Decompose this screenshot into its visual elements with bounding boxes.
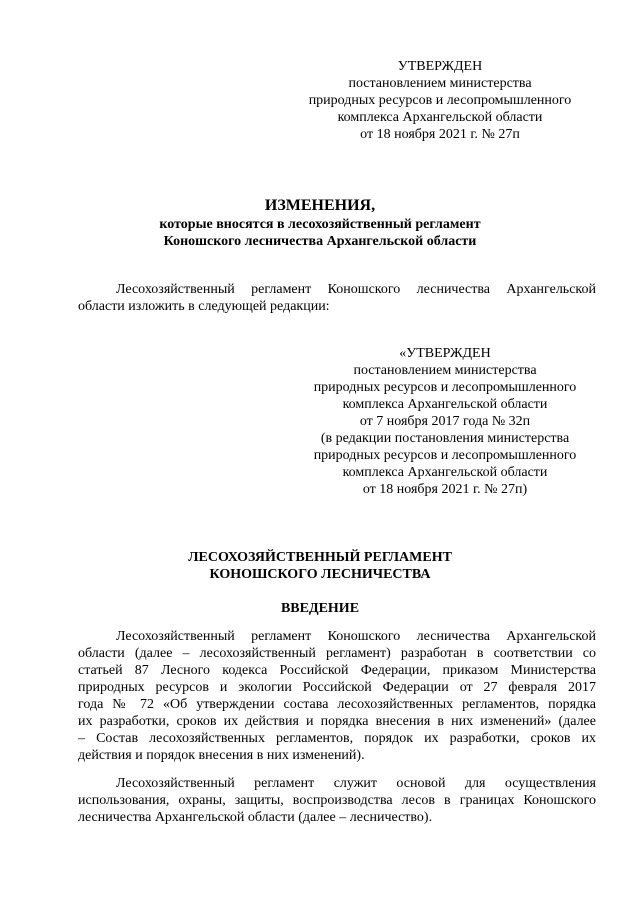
- paragraph-line: области (далее – лесохозяйственный регламент) разработан в соответствии со: [78, 646, 596, 661]
- paragraph-line: Лесохозяйственный регламент Коношского лесничества Архангельской: [116, 282, 596, 297]
- paragraph-line: использования, охраны, защиты, воспроизводства лесов в границах Коношского: [78, 793, 596, 808]
- approval-line: постановлением министерства: [348, 76, 532, 91]
- paragraph-line: лесничества Архангельской области (далее – лесничество).: [78, 810, 433, 825]
- body-paragraph: [78, 628, 596, 764]
- paragraph-line: действия и порядок внесения в них изменений).: [78, 748, 365, 763]
- body-paragraph: [78, 775, 596, 826]
- document-subtitle: которые вносятся в лесохозяйственный регламент: [159, 217, 481, 232]
- approval-stamp: [290, 58, 590, 143]
- quoted-approval-stamp: [290, 345, 600, 498]
- approval-heading: УТВЕРЖДЕН: [397, 59, 483, 74]
- paragraph-line: года № 72 «Об утверждении состава лесохозяйственных регламентов, порядка: [78, 697, 596, 712]
- intro-paragraph: [78, 281, 596, 315]
- paragraph-line: – Состав лесохозяйственных регламентов, порядок их разработки, сроков их: [78, 731, 596, 746]
- document-title: ИЗМЕНЕНИЯ,: [264, 197, 376, 214]
- paragraph-line: природных ресурсов и экологии Российской Федерации от 27 февраля 2017: [78, 680, 596, 695]
- document-subtitle: Коношского лесничества Архангельской области: [163, 234, 477, 249]
- approval-date: от 7 ноября 2017 года № 32п: [359, 414, 531, 429]
- section-heading: ВВЕДЕНИЕ: [280, 601, 360, 616]
- regulation-title: ЛЕСОХОЗЯЙСТВЕННЫЙ РЕГЛАМЕНТ: [188, 550, 452, 565]
- paragraph-line: Лесохозяйственный регламент Коношского лесничества Архангельской: [116, 629, 596, 644]
- quoted-approval-heading: «УТВЕРЖДЕН: [399, 346, 491, 361]
- approval-line: (в редакции постановления министерства: [320, 431, 570, 446]
- paragraph-line: области изложить в следующей редакции:: [78, 299, 330, 314]
- approval-line: комплекса Архангельской области: [342, 465, 548, 480]
- paragraph-line: статьей 87 Лесного кодекса Российской Федерации, приказом Министерства: [78, 663, 596, 678]
- approval-line: природных ресурсов и лесопромышленного: [313, 380, 577, 395]
- paragraph-line: Лесохозяйственный регламент служит основой для осуществления: [116, 776, 596, 791]
- approval-line: комплекса Архангельской области: [342, 397, 548, 412]
- approval-line: постановлением министерства: [353, 363, 537, 378]
- approval-line: природных ресурсов и лесопромышленного: [313, 448, 577, 463]
- regulation-title: КОНОШСКОГО ЛЕСНИЧЕСТВА: [209, 567, 431, 582]
- approval-date: от 18 ноября 2021 г. № 27п): [362, 482, 528, 497]
- approval-line: природных ресурсов и лесопромышленного: [308, 93, 572, 108]
- paragraph-line: их разработки, сроков их действия и порядка внесения в них изменений» (далее: [78, 714, 596, 729]
- approval-date: от 18 ноября 2021 г. № 27п: [360, 127, 520, 142]
- approval-line: комплекса Архангельской области: [337, 110, 543, 125]
